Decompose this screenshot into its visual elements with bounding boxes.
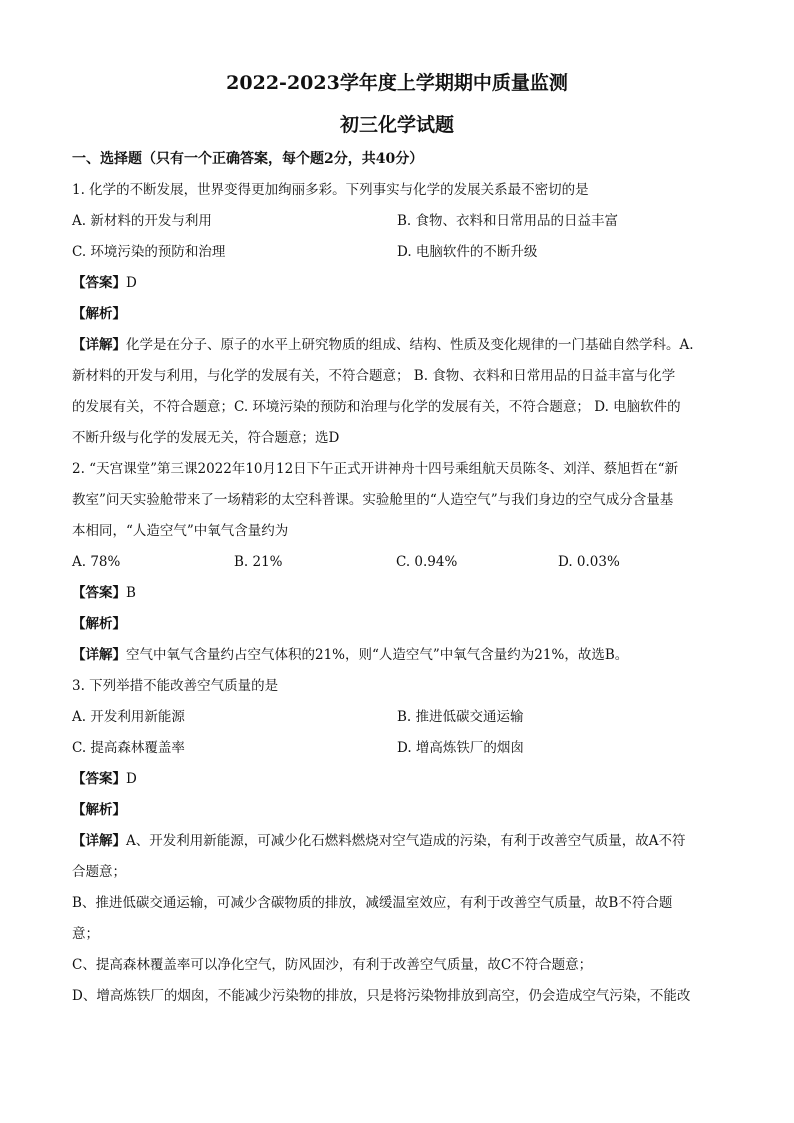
analysis-tag: 【解析】	[72, 802, 126, 818]
detail-text: A、开发利用新能源，可减少化石燃料燃烧对空气造成的污染，有利于改善空气质量，故A不符	[126, 833, 686, 849]
question-1-detail-line	[72, 330, 722, 361]
question-3-detail-line: 合题意；	[72, 864, 126, 880]
question-1-option-b: B. 食物、衣料和日常用品的日益丰富	[397, 213, 619, 229]
question-3-detail-line	[72, 826, 722, 857]
analysis-tag: 【解析】	[72, 616, 126, 632]
question-1-option-a: A. 新材料的开发与利用	[72, 213, 212, 229]
question-2-options-row	[72, 547, 722, 578]
question-3-answer	[72, 764, 722, 795]
question-2-stem-line: 本相同，“人造空气”中氧气含量约为	[72, 523, 289, 539]
detail-tag: 【详解】	[72, 647, 126, 663]
question-3-detail-line: D、增高炼铁厂的烟囱，不能减少污染物的排放，只是将污染物排放到高空，仍会造成空气污染，不能改	[72, 988, 691, 1004]
question-1-detail-line: 的发展有关，不符合题意；C. 环境污染的预防和治理与化学的发展有关，不符合题意； D. 电脑软件的	[72, 399, 681, 415]
question-2-option-d: D. 0.03%	[558, 554, 620, 570]
detail-text: 化学是在分子、原子的水平上研究物质的组成、结构、性质及变化规律的一门基础自然学科。A.	[126, 337, 694, 353]
answer-value: B	[126, 585, 136, 601]
question-2-detail-line	[72, 640, 722, 671]
question-1-stem: 1. 化学的不断发展，世界变得更加绚丽多彩。下列事实与化学的发展关系最不密切的是	[72, 182, 589, 198]
question-1-analysis	[72, 299, 722, 330]
question-3-detail-line: 意；	[72, 926, 99, 942]
question-2-stem-line: 教室”问天实验舱带来了一场精彩的太空科普课。实验舱里的“人造空气”与我们身边的空气成分含量基	[72, 492, 674, 508]
question-2-option-a: A. 78%	[72, 554, 121, 570]
section-heading: 一、选择题（只有一个正确答案，每个题2分，共40分）	[72, 151, 424, 167]
analysis-tag: 【解析】	[72, 306, 126, 322]
question-2-option-b: B. 21%	[234, 554, 283, 570]
question-3-option-a: A. 开发利用新能源	[72, 709, 185, 725]
answer-tag: 【答案】	[72, 585, 126, 601]
detail-tag: 【详解】	[72, 833, 126, 849]
question-3-options-row-1	[72, 702, 722, 733]
answer-value: D	[126, 275, 137, 291]
question-3-detail-line: B、推进低碳交通运输，可减少含碳物质的排放，减缓温室效应，有利于改善空气质量，故B不符合题	[72, 895, 673, 911]
question-3-option-c: C. 提高森林覆盖率	[72, 740, 185, 756]
answer-tag: 【答案】	[72, 771, 126, 787]
question-1-options-row-1	[72, 206, 722, 237]
question-2-option-c: C. 0.94%	[396, 554, 458, 570]
detail-tag: 【详解】	[72, 337, 126, 353]
answer-value: D	[126, 771, 137, 787]
question-3-stem: 3. 下列举措不能改善空气质量的是	[72, 678, 279, 694]
exam-subtitle: 初三化学试题	[339, 114, 454, 136]
detail-text: 空气中氧气含量约占空气体积的21%，则“人造空气”中氧气含量约为21%，故选B。	[126, 647, 629, 663]
question-2-stem-line: 2. “天宫课堂”第三课2022年10月12日下午正式开讲神舟十四号乘组航天员陈冬、刘洋、蔡旭哲在“新	[72, 461, 679, 477]
question-3-options-row-2	[72, 733, 722, 764]
question-3-detail-line: C、提高森林覆盖率可以净化空气，防风固沙，有利于改善空气质量，故C不符合题意；	[72, 957, 593, 973]
question-2-answer	[72, 578, 722, 609]
question-1-detail-line: 新材料的开发与利用，与化学的发展有关，不符合题意； B. 食物、衣料和日常用品的日益丰富与化学	[72, 368, 676, 384]
question-1-option-d: D. 电脑软件的不断升级	[397, 244, 538, 260]
question-1-option-c: C. 环境污染的预防和治理	[72, 244, 226, 260]
question-1-detail-line: 不断升级与化学的发展无关，符合题意；选D	[72, 430, 340, 446]
question-3-analysis	[72, 795, 722, 826]
question-3-option-d: D. 增高炼铁厂的烟囱	[397, 740, 524, 756]
exam-title: 2022-2023学年度上学期期中质量监测	[226, 72, 568, 94]
question-1-options-row-2	[72, 237, 722, 268]
question-2-analysis	[72, 609, 722, 640]
answer-tag: 【答案】	[72, 275, 126, 291]
question-3-option-b: B. 推进低碳交通运输	[397, 709, 524, 725]
question-1-answer	[72, 268, 722, 299]
